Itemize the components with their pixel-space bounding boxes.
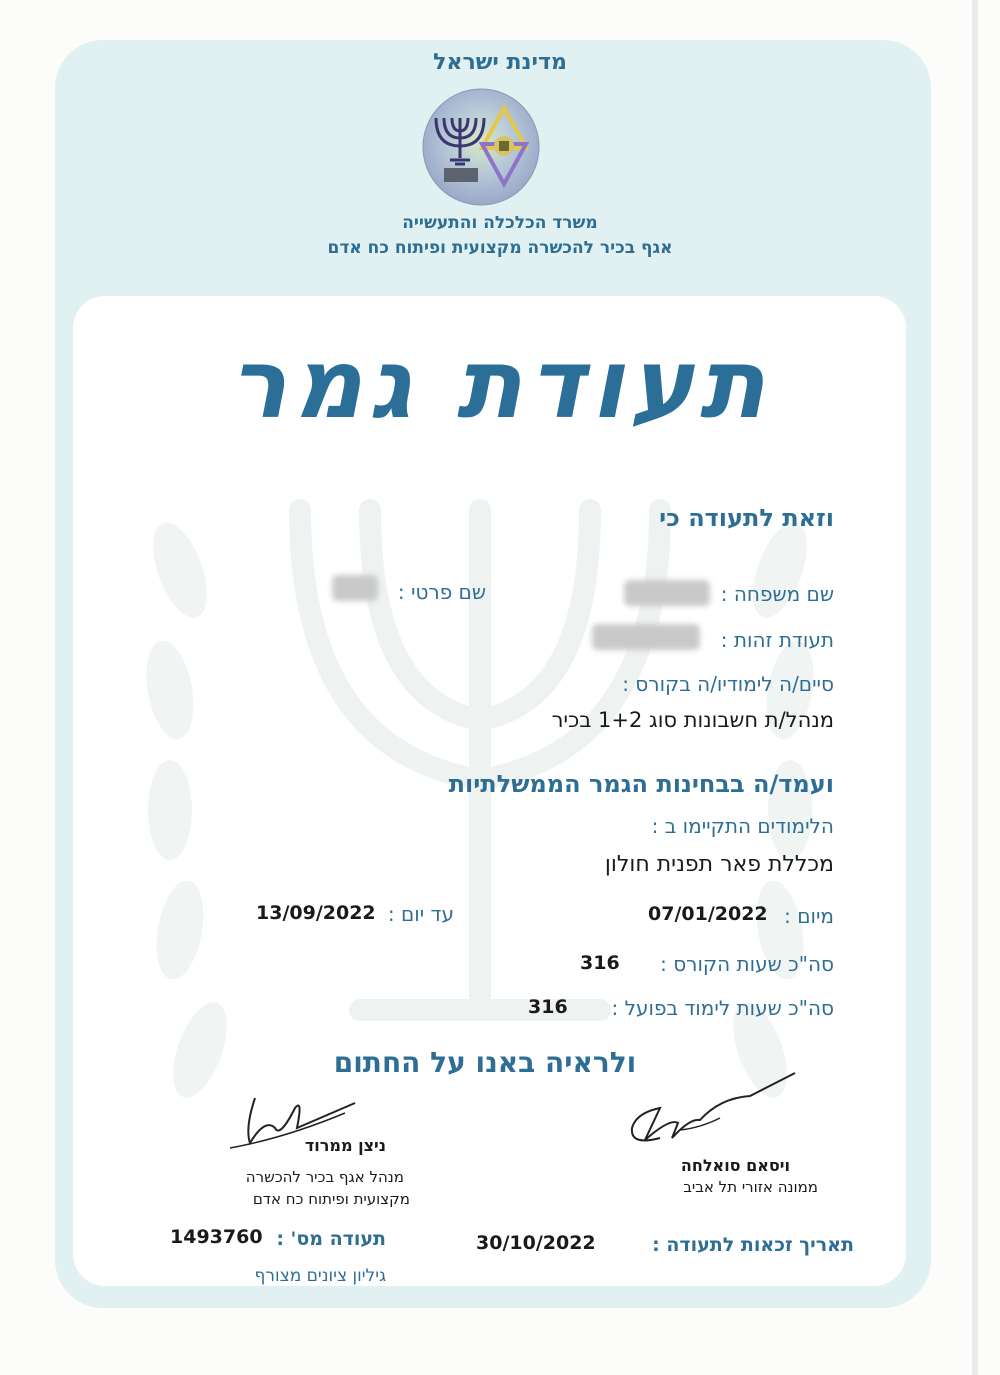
course-hours-value: 316: [580, 952, 620, 974]
to-date: 13/09/2022: [256, 902, 376, 924]
left-signatory-role-1: מנהל אגף בכיר להכשרה: [245, 1168, 404, 1186]
location-label: הלימודים התקיימו ב :: [651, 814, 834, 838]
intro-text: וזאת לתעודה כי: [659, 504, 834, 532]
signature-right: [600, 1068, 800, 1158]
last-name-label: שם משפחה :: [720, 582, 834, 606]
course-hours-label: סה"כ שעות הקורס :: [660, 952, 834, 976]
menorah-emblem: [422, 88, 540, 206]
completed-label: סיים/ה לימודיו/ה בקורס :: [622, 672, 834, 696]
left-signatory-name: ניצן ממרוד: [304, 1136, 386, 1155]
cert-number: 1493760: [170, 1226, 263, 1248]
passed-exams: ועמד/ה בבחינות הגמר הממשלתיות: [448, 770, 834, 798]
department-name: אגף בכיר להכשרה מקצועית ופיתוח כח אדם: [327, 238, 673, 258]
institution-name: מכללת פאר תפנית חולון: [604, 852, 834, 877]
course-name: מנהל/ת חשבונות סוג 1+2 בכיר: [551, 708, 834, 732]
eligibility-label: תאריך זכאות לתעודה :: [652, 1234, 854, 1256]
last-name-redacted: [624, 580, 710, 606]
actual-hours-value: 316: [528, 996, 568, 1018]
attestation-text: ולראיה באנו על החתום: [333, 1046, 637, 1079]
from-label: מיום :: [784, 904, 834, 928]
grades-note: גיליון ציונים מצורף: [254, 1266, 386, 1286]
to-label: עד יום :: [387, 902, 454, 926]
left-signatory-role-2: מקצועית ופיתוח כח אדם: [252, 1190, 410, 1208]
first-name-redacted: [332, 575, 378, 601]
ministry-name: משרד הכלכלה והתעשייה: [402, 213, 598, 233]
right-signatory-role: ממונה אזורי תל אביב: [683, 1178, 818, 1196]
eligibility-date: 30/10/2022: [476, 1232, 596, 1254]
cert-number-label: תעודה מס' :: [276, 1228, 386, 1250]
paper-edge: [972, 0, 978, 1375]
right-signatory-name: ויסאם סואלחה: [680, 1156, 790, 1175]
id-redacted: [592, 624, 700, 650]
id-label: תעודת זהות :: [720, 628, 834, 652]
from-date: 07/01/2022: [648, 903, 768, 925]
first-name-label: שם פרטי :: [397, 580, 486, 604]
state-name: מדינת ישראל: [433, 50, 567, 75]
certificate-title: תעודת גמר: [228, 328, 772, 440]
actual-hours-label: סה"כ שעות לימוד בפועל :: [611, 996, 834, 1020]
